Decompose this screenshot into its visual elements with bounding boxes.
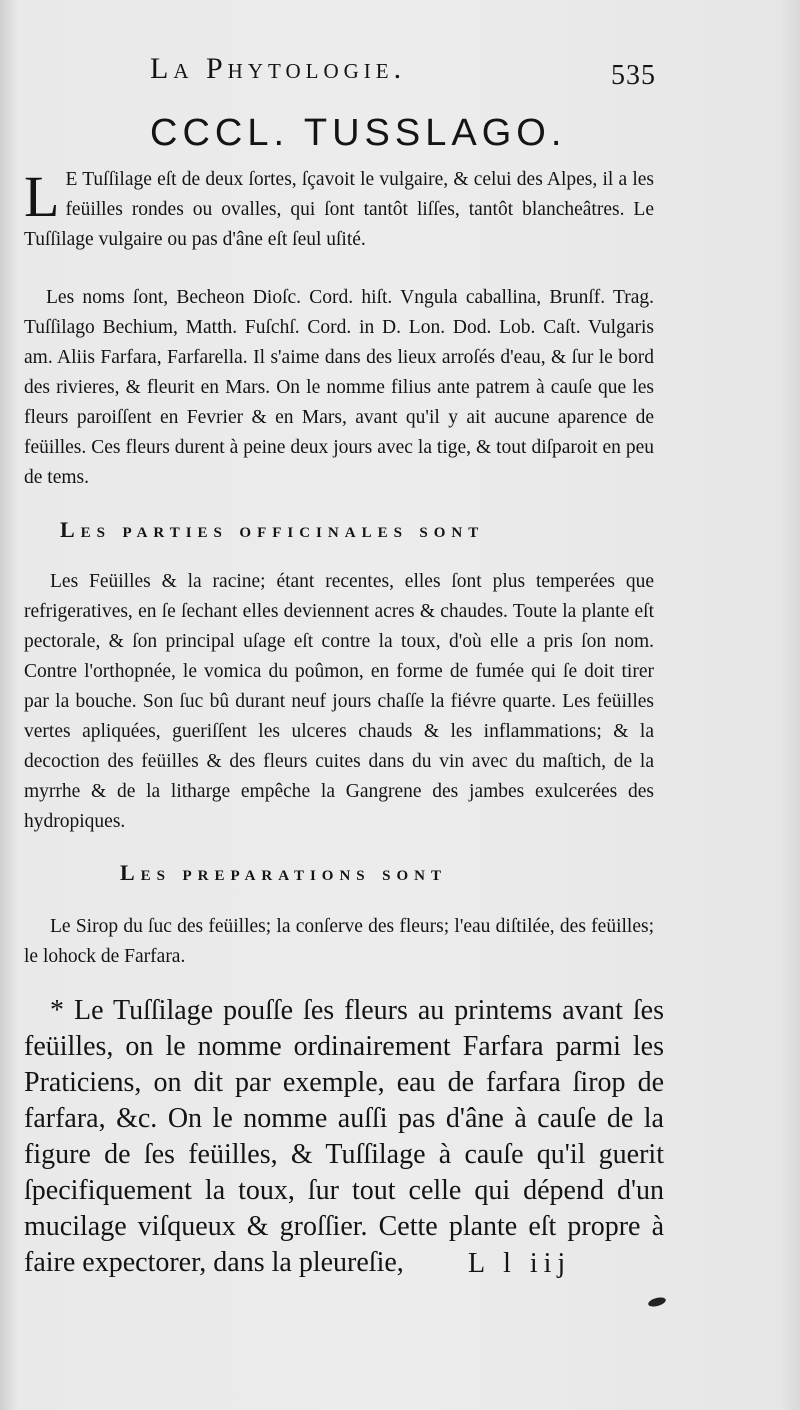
chapter-title: CCCL. TUSSLAGO. (150, 112, 567, 154)
section-heading-officinales: Les parties officinales sont (60, 517, 485, 542)
section-heading-preparations: Les preparations sont (120, 860, 447, 885)
names-paragraph: Les noms ſont, Becheon Dioſc. Cord. hiſt. Vngula caballina, Brunſf. Trag. Tuſſilago Bechium, Matth. Fuſchſ. Cord. in D. Lon. Dod. Lob. Caſt. Vulgaris am. Aliis Farfara, Farfarella. Il s'aime dans des lieux arroſés d'eau, & ſur le bord des rivieres, & fleurit en Mars. On le nomme filius ante patrem à cauſe que les fleurs paroiſſent en Fevrier & en Mars, avant qu'il y ait aucune aparence de feüilles. Ces fleurs durent à peine deux jours avec la tige, & tout diſparoit en peu de tems. (24, 287, 654, 488)
page-number: 535 (611, 60, 656, 91)
officinales-paragraph: Les Feüilles & la racine; étant recentes, elles ſont plus temperées que refrigeratives, en ſe ſechant elles deviennent acres & chaudes. Toute la plante eſt pectorale, & ſon principal uſage eſt contre la toux, d'où elle a pris ſon nom. Contre l'orthopnée, le vomica du poûmon, en forme de fumée qui ſe doit tirer par la bouche. Son ſuc bû durant neuf jours chaſſe la fiévre quarte. Les feüilles vertes apliquées, gueriſſent les ulceres chauds & les inflammations; & la decoction des feüilles & des fleurs cuites dans du vin avec du maſtich, de la myrrhe & de la litharge empêche la Gangrene des jambes exulcerées des hydropiques. (24, 571, 654, 832)
running-head: La Phytologie. (150, 52, 407, 85)
signature-mark: L l iij (468, 1248, 572, 1279)
note-paragraph: * Le Tuſſilage pouſſe ſes fleurs au printems avant ſes feüilles, on le nomme ordinairement Farfara parmi les Praticiens, on dit par exemple, eau de farfara ſirop de farfara, &c. On le nomme auſſi pas d'âne à cauſe de la figure de ſes feüilles, & Tuſſilage à cauſe qu'il guerit ſpecifiquement la toux, ſur tout celle qui dépend d'un mucilage viſqueux & groſſier. Cette plante eſt propre à faire expectorer, dans la pleureſie, (24, 995, 664, 1278)
preparations-paragraph: Le Sirop du ſuc des feüilles; la conſerve des fleurs; l'eau diſtilée, des feüilles; le lohock de Farfara. (24, 916, 654, 967)
ink-blot (647, 1296, 666, 1308)
intro-text: E Tuſſilage eſt de deux ſortes, ſçavoit le vulgaire, & celui des Alpes, il a les feüilles rondes ou ovalles, qui ſont tantôt liſſes, tantôt blancheâtres. Le Tuſſilage vulgaire ou pas d'âne eſt ſeul uſité. (24, 169, 654, 250)
drop-capital: L (24, 164, 60, 229)
intro-paragraph (24, 165, 654, 255)
